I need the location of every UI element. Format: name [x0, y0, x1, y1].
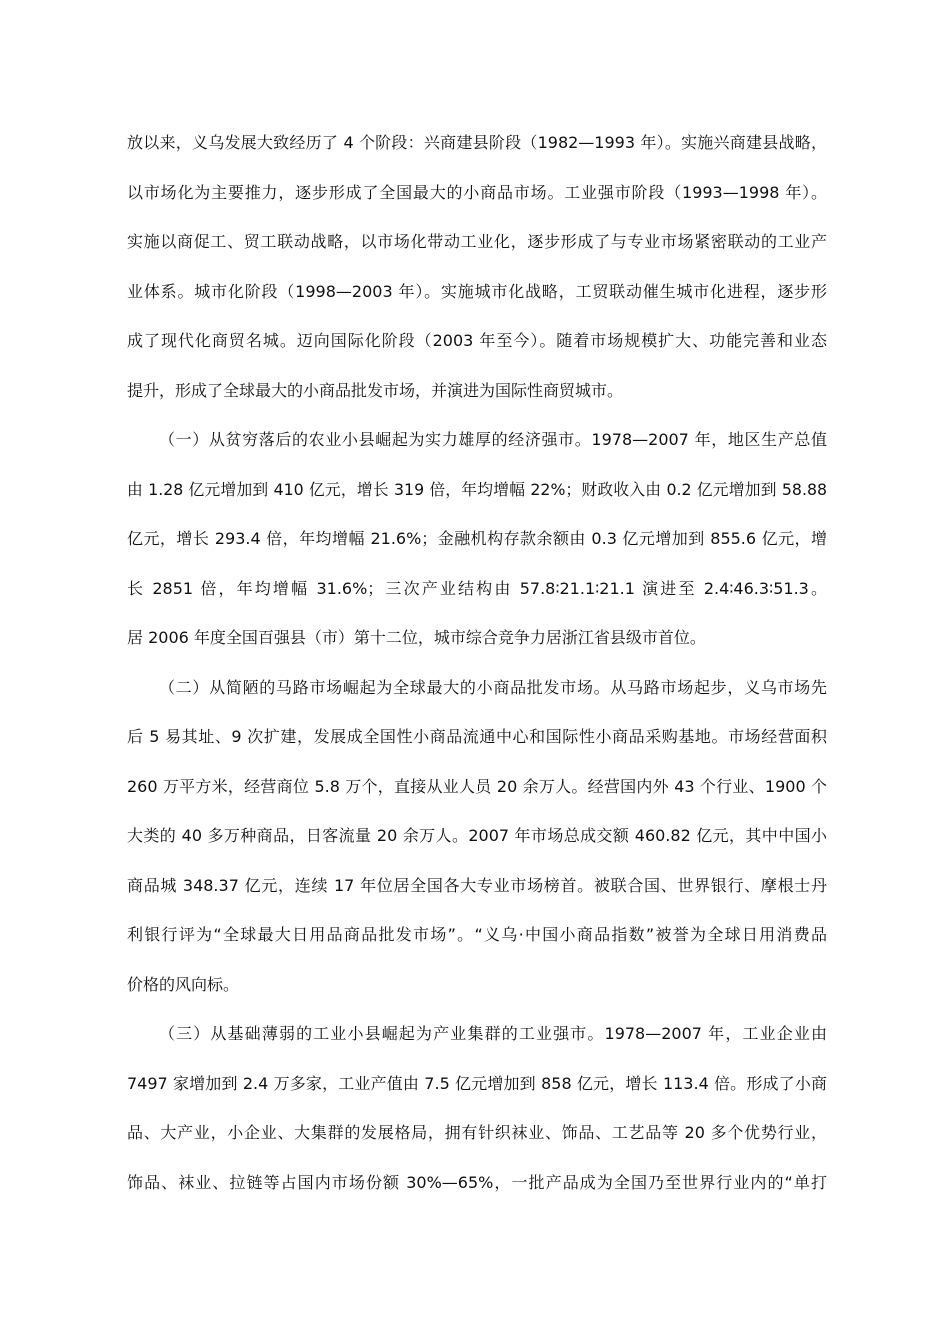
text-line: 亿元，增长 293.4 倍，年均增幅 21.6%；金融机构存款余额由 0.3 亿元增加到 855.6 亿元，增: [127, 529, 827, 548]
text-line: 长 2851 倍，年均增幅 31.6%；三次产业结构由 57.8∶21.1∶21.1 演进至 2.4∶46.3∶51.3。: [127, 578, 827, 598]
text-line: 商品城 348.37 亿元，连续 17 年位居全国各大专业市场榜首。被联合国、世界银行、摩根士丹: [127, 875, 827, 895]
text-line: 放以来，义乌发展大致经历了 4 个阶段：兴商建县阶段（1982—1993 年）。实施兴商建县战略，: [127, 133, 827, 152]
text-line: 提升，形成了全球最大的小商品批发市场，并演进为国际性商贸城市。: [127, 380, 624, 400]
paragraph-industry: [127, 1009, 827, 1207]
text-line: 7497 家增加到 2.4 万多家，工业产值由 7.5 亿元增加到 858 亿元，增长 113.4 倍。形成了小商: [127, 1073, 827, 1093]
text-line: 居 2006 年度全国百强县（市）第十二位，城市综合竞争力居浙江省县级市首位。: [127, 628, 706, 647]
text-line: （三）从基础薄弱的工业小县崛起为产业集群的工业强市。1978—2007 年，工业企业由: [159, 1024, 827, 1043]
text-line: 价格的风向标。: [127, 974, 240, 994]
text-line: 业体系。城市化阶段（1998—2003 年）。实施城市化战略，工贸联动催生城市化进程，逐步形: [127, 281, 827, 301]
text-line: 以市场化为主要推力，逐步形成了全国最大的小商品市场。工业强市阶段（1993—1998 年）。: [127, 182, 827, 202]
text-line: 后 5 易其址、9 次扩建，发展成全国性小商品流通中心和国际性小商品采购基地。市场经营面积: [127, 727, 827, 746]
paragraph-market: [127, 663, 827, 1010]
text-line: 成了现代化商贸名城。迈向国际化阶段（2003 年至今）。随着市场规模扩大、功能完善和业态: [127, 331, 827, 350]
paragraph-stages: [127, 118, 827, 415]
text-line: 260 万平方米，经营商位 5.8 万个，直接从业人员 20 余万人。经营国内外 43 个行业、1900 个: [127, 776, 827, 796]
text-line: 利银行评为“全球最大日用品商品批发市场”。“义乌·中国小商品指数”被誉为全球日用消费品: [127, 925, 827, 944]
document-page: [127, 118, 827, 1207]
text-line: 由 1.28 亿元增加到 410 亿元，增长 319 倍，年均增幅 22%；财政收入由 0.2 亿元增加到 58.88: [127, 479, 827, 499]
text-line: 大类的 40 多万种商品，日客流量 20 余万人。2007 年市场总成交额 460.82 亿元，其中中国小: [127, 826, 827, 845]
paragraph-economy: [127, 415, 827, 663]
text-line: （一）从贫穷落后的农业小县崛起为实力雄厚的经济强市。1978—2007 年，地区生产总值: [159, 430, 827, 449]
text-line: 实施以商促工、贸工联动战略，以市场化带动工业化，逐步形成了与专业市场紧密联动的工业产: [127, 232, 827, 251]
text-line: 饰品、袜业、拉链等占国内市场份额 30%—65%，一批产品成为全国乃至世界行业内的“单打: [127, 1172, 827, 1192]
text-line: 品、大产业，小企业、大集群的发展格局，拥有针织袜业、饰品、工艺品等 20 多个优势行业，: [127, 1123, 827, 1142]
text-line: （二）从简陋的马路市场崛起为全球最大的小商品批发市场。从马路市场起步，义乌市场先: [159, 677, 827, 697]
